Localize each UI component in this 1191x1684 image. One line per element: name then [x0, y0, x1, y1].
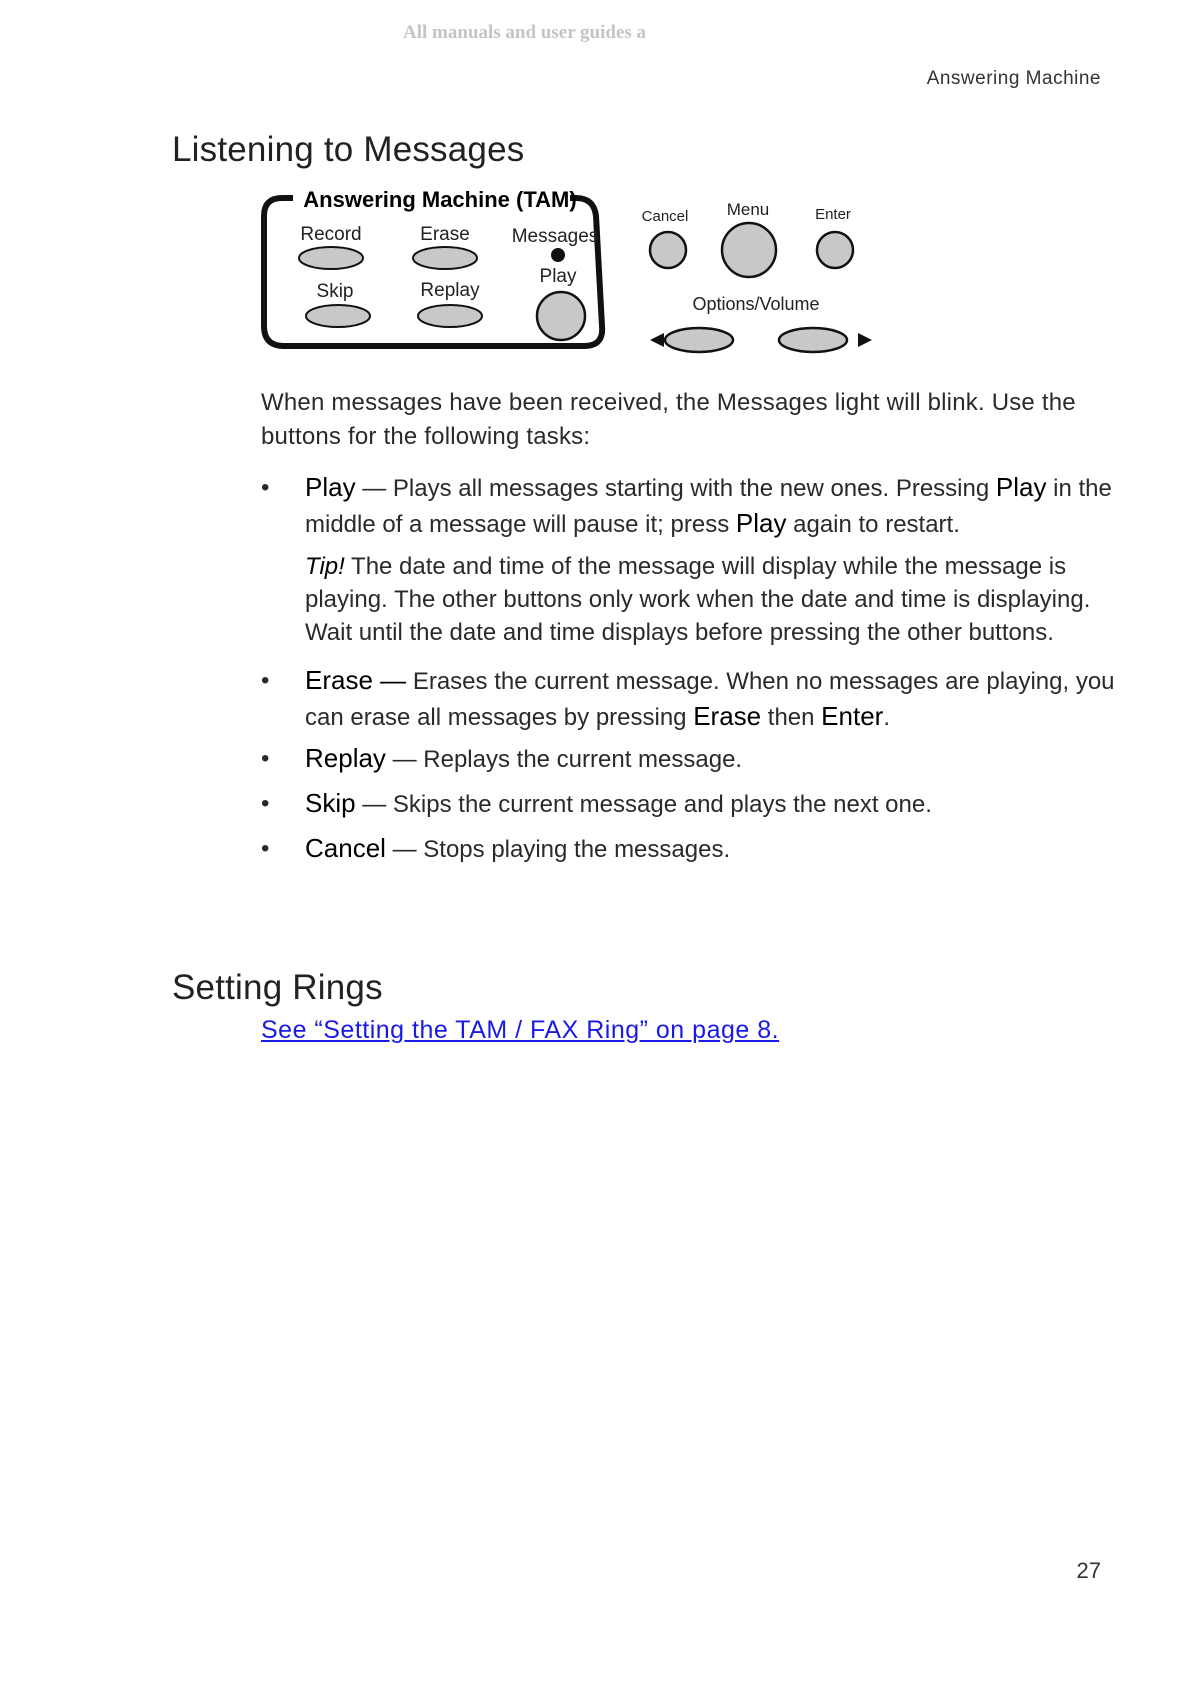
- play-keyword: Play: [305, 472, 356, 502]
- play-text-1: — Plays all messages starting with the new ones. Pressing: [355, 475, 996, 502]
- messages-label: Messages: [511, 226, 599, 247]
- list-item-erase: [261, 663, 1121, 735]
- watermark: All manuals and user guides a: [403, 22, 647, 43]
- list-item-replay: [261, 741, 1121, 777]
- record-label: Record: [300, 224, 362, 245]
- erase-keyword: Erase —: [305, 665, 407, 695]
- bullet-icon: •: [261, 835, 270, 862]
- page-number: 27: [1076, 1558, 1101, 1583]
- left-arrow-icon: [650, 333, 664, 347]
- play-keyword-3: Play: [735, 508, 787, 538]
- options-left-button[interactable]: [665, 328, 733, 352]
- section-title-listening: Listening to Messages: [172, 130, 525, 169]
- play-keyword-2: Play: [995, 472, 1047, 502]
- enter-button[interactable]: [817, 232, 853, 268]
- list-item-skip: [261, 786, 1121, 822]
- section-title-setting-rings: Setting Rings: [172, 968, 383, 1007]
- erase-button[interactable]: [413, 247, 477, 269]
- tip-label: Tip!: [305, 553, 345, 580]
- play-text-3: again to restart.: [786, 511, 960, 538]
- list-item-play: [261, 470, 1121, 542]
- task-list: [261, 470, 1121, 867]
- skip-keyword: Skip: [305, 788, 356, 818]
- play-text-2: in the middle of a message will pause it; press: [305, 475, 1112, 538]
- replay-keyword: Replay: [305, 743, 386, 773]
- intro-paragraph: When messages have been received, the Messages light will blink. Use the buttons for the following tasks:: [261, 389, 1076, 450]
- erase-text-3: .: [883, 704, 890, 731]
- tip-text: The date and time of the message will display while the message is playing. The other buttons only work when the date and time is displaying. Wait until the date and time displays before pressing the other buttons.: [305, 553, 1091, 646]
- cancel-text: — Stops playing the messages.: [385, 836, 731, 863]
- options-volume-label: Options/Volume: [692, 294, 820, 314]
- cross-reference-link[interactable]: See “Setting the TAM / FAX Ring” on page 8.: [261, 1016, 780, 1044]
- bullet-icon: •: [261, 745, 270, 772]
- list-item-cancel: [261, 831, 1121, 867]
- messages-light-icon: [551, 248, 565, 262]
- skip-button[interactable]: [306, 305, 370, 327]
- replay-button[interactable]: [418, 305, 482, 327]
- right-arrow-icon: [858, 333, 872, 347]
- tam-group-title: Answering Machine (TAM): [303, 190, 577, 212]
- replay-text: — Replays the current message.: [385, 746, 743, 773]
- replay-label: Replay: [420, 280, 480, 301]
- tip-paragraph: [261, 550, 1121, 649]
- control-panel-diagram: [258, 190, 918, 370]
- bullet-icon: •: [261, 474, 270, 501]
- play-button[interactable]: [537, 292, 585, 340]
- menu-button[interactable]: [722, 223, 776, 277]
- skip-text: — Skips the current message and plays the next one.: [355, 791, 932, 818]
- cancel-button[interactable]: [650, 232, 686, 268]
- menu-label: Menu: [726, 200, 770, 219]
- enter-label: Enter: [815, 206, 851, 223]
- erase-label: Erase: [420, 224, 470, 245]
- play-label: Play: [539, 266, 577, 287]
- erase-text-1: Erases the current message. When no messages are playing, you can erase all messages by pressing: [305, 668, 1115, 731]
- cancel-keyword: Cancel: [305, 833, 386, 863]
- options-right-button[interactable]: [779, 328, 847, 352]
- enter-keyword: Enter: [821, 701, 884, 731]
- bullet-icon: •: [261, 790, 270, 817]
- erase-text-2: then: [761, 704, 822, 731]
- erase-keyword-2: Erase: [693, 701, 762, 731]
- record-button[interactable]: [299, 247, 363, 269]
- running-head: Answering Machine: [926, 68, 1101, 89]
- bullet-icon: •: [261, 667, 270, 694]
- skip-label: Skip: [316, 281, 354, 302]
- cancel-label: Cancel: [641, 208, 689, 225]
